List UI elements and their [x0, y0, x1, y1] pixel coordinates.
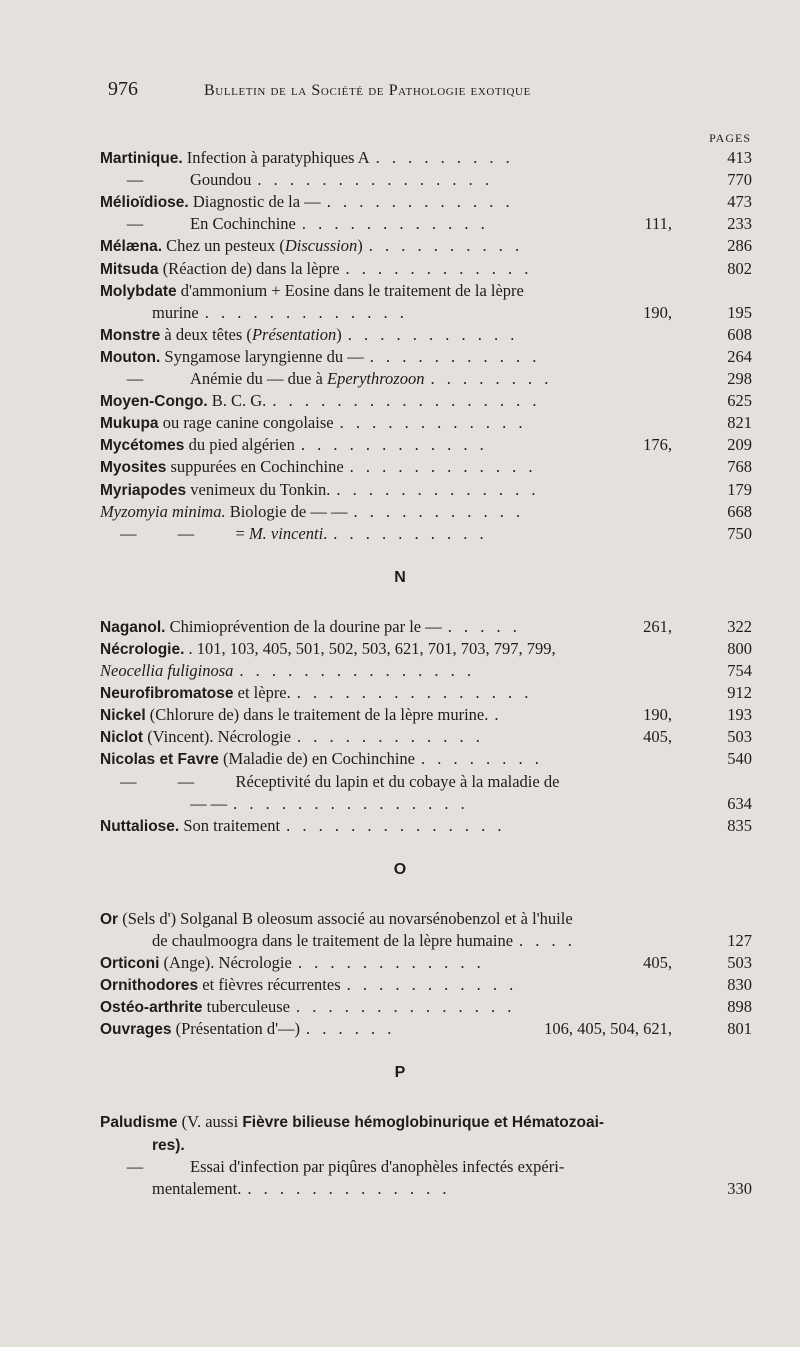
- index-entry: [100, 1156, 752, 1178]
- entry-page: 835: [727, 815, 752, 835]
- entry-text: [100, 412, 670, 435]
- index-entry: [100, 456, 752, 478]
- section-letter: N: [394, 568, 406, 586]
- entry-page: 668: [727, 501, 752, 521]
- dot-leader: . . . . . . . . . . . . . . .: [296, 683, 533, 703]
- ditto-dash: —: [126, 1156, 144, 1176]
- entry-text: [190, 793, 670, 815]
- entry-term: Monstre: [100, 326, 161, 344]
- index-entry: [100, 682, 752, 704]
- entry-description: Diagnostic de la —: [188, 192, 321, 212]
- entry-text: [100, 169, 670, 191]
- entry-term: Mélioïdiose.: [100, 194, 189, 212]
- entry-description: (Ange). Nécrologie: [159, 953, 292, 972]
- dot-leader: . . . . . . . . . . . . . . . . .: [272, 391, 541, 411]
- index-entry: [100, 213, 752, 235]
- entry-description: venimeux du Tonkin.: [186, 479, 331, 499]
- index-entry: [100, 346, 752, 368]
- index-entry: [100, 974, 752, 996]
- index-entry: [100, 434, 752, 456]
- entry-description: (Présentation d'—): [171, 1019, 301, 1039]
- entry-description: (Vincent). Nécrologie: [143, 727, 291, 747]
- index-entry: [100, 258, 752, 280]
- dot-leader: . . . . . .: [306, 1019, 396, 1039]
- entry-term: Mitsuda: [100, 260, 159, 278]
- entry-text: [100, 346, 670, 369]
- entry-description: Biologie de — —: [225, 501, 348, 521]
- entry-page: 830: [727, 975, 752, 995]
- index-entry: [100, 704, 752, 726]
- dot-leader: . . . . . . . . . . .: [346, 975, 518, 995]
- entry-page: 322: [727, 616, 752, 636]
- index-entry: [100, 996, 752, 1018]
- dot-leader: . . . . . . . . . . . .: [300, 435, 488, 455]
- entry-page: 768: [727, 457, 752, 477]
- entry-description: Chimioprévention de la dourine par le —: [165, 616, 442, 636]
- entry-text: [100, 390, 670, 413]
- index-entry: [100, 412, 752, 434]
- ditto-dash: —: [126, 369, 144, 388]
- entry-text: [100, 213, 670, 235]
- index-entry: [100, 479, 752, 501]
- dot-leader: . . . . . . . . . . . .: [349, 457, 537, 477]
- dot-leader: . . . . . . . . .: [375, 148, 514, 167]
- entry-term: Ouvrages: [100, 1021, 172, 1039]
- entry-page: 754: [727, 661, 752, 680]
- entry-page: 802: [727, 258, 752, 278]
- entry-description: B. C. G.: [207, 391, 267, 411]
- dot-leader: . . . . . . . .: [430, 369, 553, 388]
- entry-text: [100, 952, 670, 975]
- entry-page: 750: [727, 523, 752, 543]
- entry-term: Orticoni: [100, 955, 160, 972]
- entry-page: 801: [727, 1019, 752, 1039]
- section-letter: O: [393, 860, 407, 878]
- index-entry: [100, 930, 752, 952]
- entry-page: 286: [727, 236, 752, 256]
- index-entry: [100, 1178, 752, 1200]
- entry-description: Chez un pesteux (: [162, 236, 285, 256]
- entry-term: Ornithodores: [100, 977, 199, 995]
- entry-term: Molybdate: [100, 282, 177, 300]
- entry-extra-pages: 261,: [643, 616, 672, 636]
- entry-page: 193: [727, 705, 752, 725]
- entry-page: 209: [727, 435, 752, 455]
- index-entry: [100, 616, 752, 638]
- entry-italic: Discussion: [284, 236, 358, 256]
- dot-leader: .: [494, 705, 503, 725]
- index-entry: [100, 501, 752, 523]
- entry-page: 821: [727, 413, 752, 433]
- entry-term: Mycétomes: [100, 437, 185, 455]
- entry-description: (Maladie de) en Cochinchine: [218, 749, 415, 769]
- entry-italic: M. vincenti: [248, 523, 324, 543]
- entry-text: [100, 771, 670, 793]
- entry-description: tuberculeuse: [202, 997, 291, 1017]
- dot-leader: . . . .: [519, 930, 576, 950]
- index-entry: [100, 302, 752, 324]
- dot-leader: . . . . . . . . . . . . . .: [286, 815, 506, 835]
- entry-description: et lèpre.: [233, 683, 291, 703]
- entry-description: Anémie du — due à: [190, 369, 328, 388]
- entry-extra-pages: 111,: [644, 214, 672, 234]
- index-entry: [100, 1134, 752, 1156]
- entry-text: [100, 434, 670, 457]
- index-entry: [100, 147, 752, 169]
- entry-term: Nickel: [100, 707, 146, 725]
- index-entry: [100, 793, 752, 815]
- entry-description: (Chlorure de) dans le traitement de la lèpre murine.: [145, 705, 489, 725]
- dot-leader: . . . . . . . . . . . . . . .: [233, 793, 469, 813]
- entry-page: 298: [727, 369, 752, 388]
- entry-text: [152, 1134, 670, 1157]
- entry-text: [100, 1111, 670, 1134]
- index-entry: [100, 1018, 752, 1040]
- entry-page: 233: [727, 214, 752, 234]
- entry-page: 503: [727, 727, 752, 747]
- entry-description: et fièvres récurrentes: [198, 975, 341, 995]
- dot-leader: . . . . . . . . . . . .: [339, 413, 527, 433]
- ditto-dashes: — — Réceptivité du lapin et du cobaye à la maladie de: [120, 771, 560, 791]
- entry-text: [100, 908, 670, 931]
- index-entry: [100, 280, 752, 302]
- index-entry: [100, 235, 752, 257]
- page-number: 976: [108, 78, 138, 100]
- entry-page: 195: [727, 302, 752, 322]
- entry-page: 179: [727, 479, 752, 499]
- entry-text: [100, 147, 670, 170]
- index-entry: [100, 324, 752, 346]
- entry-term: Ostéo-arthrite: [100, 999, 203, 1017]
- index-entry: [100, 1111, 752, 1133]
- entry-description: Infection à paratyphiques A: [182, 148, 370, 167]
- entry-page: 473: [727, 192, 752, 212]
- entry-page: 898: [727, 997, 752, 1017]
- entry-extra-pages: 190,: [643, 302, 672, 322]
- entry-page: 634: [727, 793, 752, 813]
- entry-italic: Présentation: [251, 324, 337, 344]
- dot-leader: . . . . . . . . . .: [333, 523, 488, 543]
- index-entry: [100, 169, 752, 191]
- entry-text: [100, 368, 670, 390]
- entry-text: [100, 638, 670, 661]
- entry-term: Mélæna.: [100, 238, 163, 256]
- ditto-dash: —: [126, 170, 144, 190]
- index-entry: [100, 815, 752, 837]
- entry-page: 264: [727, 346, 752, 366]
- dot-leader: . . . . . . . . . . . .: [297, 953, 485, 972]
- running-title: Bulletin de la Société de Pathologie exotique: [204, 82, 531, 99]
- entry-text: [100, 191, 670, 214]
- entry-after: ): [357, 236, 363, 256]
- entry-page: 413: [727, 148, 752, 167]
- entry-description: Son traitement: [179, 815, 281, 835]
- dot-leader: . . . . . . . . . . .: [369, 346, 541, 366]
- dot-leader: . . . . . . . . . . . . . .: [296, 997, 516, 1017]
- entry-text: [100, 456, 670, 479]
- entry-text: [100, 660, 670, 682]
- entry-text: [100, 324, 670, 347]
- entry-page: 540: [727, 749, 752, 769]
- entry-text: [152, 930, 670, 952]
- dot-leader: . . . . . . . . . . . . . . .: [239, 661, 475, 680]
- entry-text: [100, 479, 670, 502]
- dot-leader: . . . . . . . .: [421, 749, 543, 769]
- entry-text: [100, 258, 670, 281]
- entry-text: [100, 523, 670, 545]
- dot-leader: . . . . . . . . . . . . .: [204, 302, 408, 322]
- dot-leader: . . . . . . . . . . . .: [296, 727, 484, 747]
- entry-cross-reference: Fièvre bilieuse hémoglobinurique et Hématozoai-: [242, 1114, 605, 1132]
- entry-description: suppurées en Cochinchine: [166, 457, 344, 477]
- entry-continuation: — —: [190, 793, 228, 813]
- index-entry: [100, 726, 752, 748]
- entry-text: [100, 748, 670, 771]
- entry-description: du pied algérien: [184, 435, 295, 455]
- entry-after: .: [323, 523, 328, 543]
- pages-column-heading: PAGES: [709, 131, 751, 145]
- entry-description: . 101, 103, 405, 501, 502, 503, 621, 701, 703, 797, 799,: [184, 638, 556, 658]
- entry-extra-pages: 405,: [643, 953, 672, 972]
- section-letter: P: [394, 1064, 406, 1082]
- dot-leader: . . . . .: [447, 616, 521, 636]
- entry-term-italic: Neocellia fuliginosa: [100, 661, 234, 680]
- entry-term: Or: [100, 910, 119, 928]
- entry-term: Martinique.: [100, 150, 183, 167]
- entry-page: 503: [727, 953, 752, 972]
- entry-term: Paludisme: [100, 1114, 178, 1132]
- dot-leader: . . . . . . . . . . . .: [326, 192, 514, 212]
- entry-text: [100, 1156, 670, 1178]
- entry-term: Neurofibromatose: [100, 685, 234, 703]
- dot-leader: . . . . . . . . . . . . .: [247, 1178, 451, 1198]
- index-entry: [100, 191, 752, 213]
- entry-page: 127: [727, 930, 752, 950]
- entry-text: [100, 815, 670, 838]
- entry-continuation: de chaulmoogra dans le traitement de la lèpre humaine: [152, 930, 514, 950]
- index-entry: [100, 368, 752, 390]
- entry-page: 625: [727, 391, 752, 411]
- entry-page: 770: [727, 170, 752, 190]
- entry-text: [100, 974, 670, 997]
- entry-extra-pages: 405,: [643, 727, 672, 747]
- entry-text: [100, 726, 670, 749]
- entry-term: Naganol.: [100, 618, 166, 636]
- entry-term: Nuttaliose.: [100, 817, 180, 835]
- entry-text: [100, 996, 670, 1019]
- entry-description: (Sels d') Solganal B oleosum associé au novarsénobenzol et à l'huile: [118, 908, 573, 928]
- dot-leader: . . . . . . . . . . .: [347, 324, 519, 344]
- entry-italic: Eperythrozoon: [327, 369, 425, 388]
- dot-leader: . . . . . . . . . . .: [353, 501, 525, 521]
- entry-term: Mouton.: [100, 348, 161, 366]
- dot-leader: . . . . . . . . . . . . . . .: [257, 170, 494, 190]
- entry-continuation: mentalement.: [152, 1178, 242, 1198]
- entry-term: Nicolas et Favre: [100, 751, 219, 769]
- dot-leader: . . . . . . . . . . . .: [345, 258, 533, 278]
- entry-text: [100, 235, 670, 258]
- entry-term: Myosites: [100, 459, 167, 477]
- entry-description: à deux têtes (: [160, 324, 252, 344]
- entry-text: [100, 280, 670, 303]
- entry-description: d'ammonium + Eosine dans le traitement de la lèpre: [176, 280, 524, 300]
- index-entry: [100, 748, 752, 770]
- entry-page: 330: [727, 1178, 752, 1198]
- entry-description: En Cochinchine: [190, 214, 296, 234]
- ditto-dash: —: [126, 214, 144, 234]
- index-entry: [100, 908, 752, 930]
- entry-continuation: res).: [152, 1136, 185, 1154]
- index-entry: [100, 660, 752, 682]
- entry-term: Mukupa: [100, 415, 159, 433]
- entry-extra-pages: 176,: [643, 435, 672, 455]
- entry-text: [152, 302, 670, 324]
- ditto-dashes: — — =: [120, 523, 249, 543]
- entry-description: (V. aussi: [177, 1112, 243, 1132]
- entry-description: (Réaction de) dans la lèpre: [158, 258, 340, 278]
- index-entry: [100, 952, 752, 974]
- entry-description: Goundou: [190, 170, 252, 190]
- entry-page: 800: [727, 638, 752, 658]
- entry-continuation: murine: [152, 302, 199, 322]
- entry-text: [152, 1178, 670, 1200]
- entry-description: Syngamose laryngienne du —: [160, 346, 364, 366]
- entry-text: [100, 616, 670, 639]
- entry-extra-pages: 190,: [643, 705, 672, 725]
- entry-text: [100, 682, 670, 705]
- dot-leader: . . . . . . . . . .: [368, 236, 524, 256]
- entry-text: [100, 501, 670, 523]
- index-entry: [100, 771, 752, 793]
- entry-extra-pages: 106, 405, 504, 621,: [544, 1019, 672, 1039]
- dot-leader: . . . . . . . . . . . .: [301, 214, 489, 234]
- entry-term-italic: Myzomyia minima.: [100, 501, 226, 521]
- entry-description: Essai d'infection par piqûres d'anophèles infectés expéri-: [190, 1156, 565, 1176]
- entry-page: 912: [727, 683, 752, 703]
- entry-description: ou rage canine congolaise: [158, 413, 334, 433]
- entry-text: [100, 704, 670, 727]
- entry-after: ): [336, 324, 342, 344]
- index-entry: [100, 390, 752, 412]
- entry-term: Nécrologie.: [100, 640, 185, 658]
- page-header: [108, 78, 668, 104]
- index-entry: [100, 638, 752, 660]
- index-entry: [100, 523, 752, 545]
- dot-leader: . . . . . . . . . . . . .: [336, 479, 540, 499]
- entry-term: Moyen-Congo.: [100, 393, 208, 411]
- entry-term: Niclot: [100, 729, 144, 747]
- entry-term: Myriapodes: [100, 481, 187, 499]
- entry-page: 608: [727, 324, 752, 344]
